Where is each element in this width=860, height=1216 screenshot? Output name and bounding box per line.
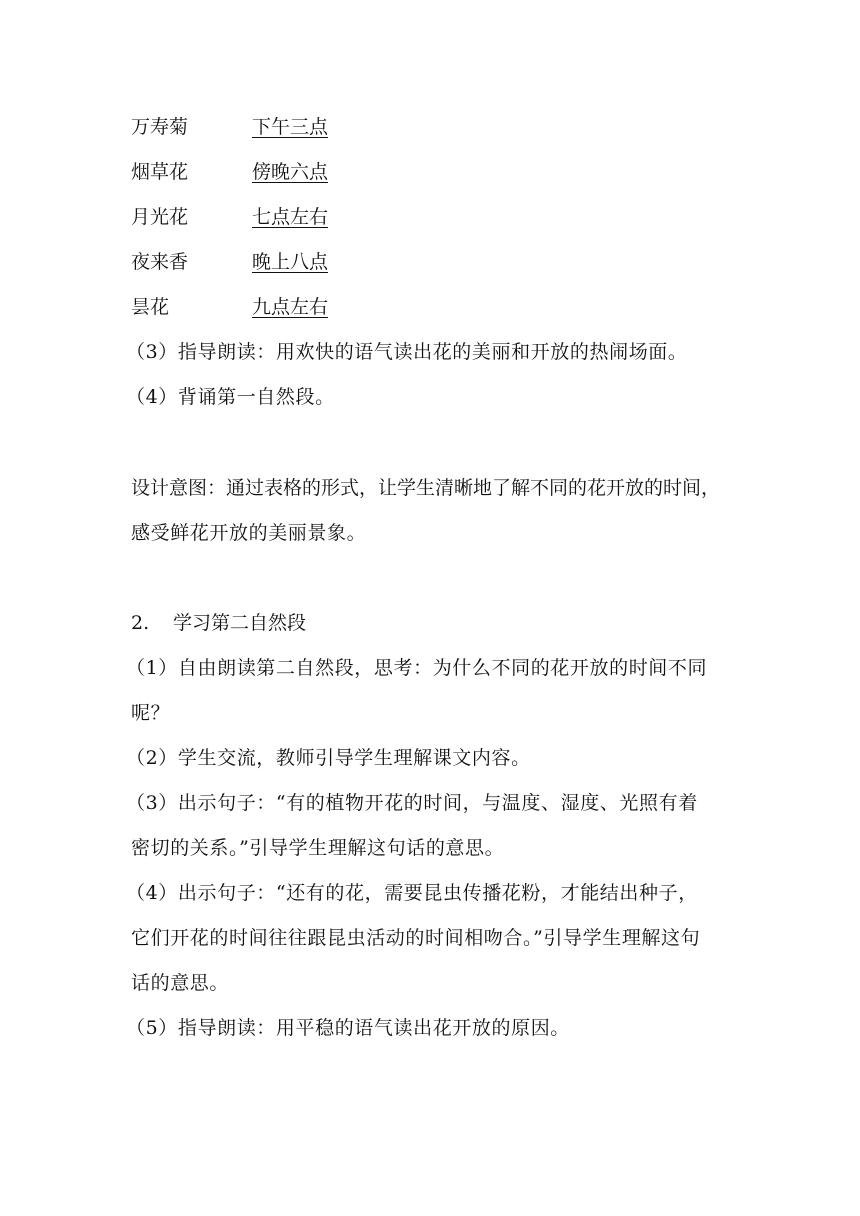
flower-time: 下午三点 xyxy=(252,116,329,138)
design-intent-line-1: 设计意图：通过表格的形式，让学生清晰地了解不同的花开放的时间， xyxy=(131,477,721,499)
flower-row xyxy=(131,115,328,139)
flower-row xyxy=(131,250,328,274)
flower-time: 九点左右 xyxy=(252,296,329,318)
design-intent-line-2: 感受鲜花开放的美丽景象。 xyxy=(131,522,367,544)
step-4-recite: （4）背诵第一自然段。 xyxy=(126,386,335,408)
step-1-line-2: 呢？ xyxy=(131,702,171,724)
step-4-line-1: （4）出示句子：“还有的花，需要昆虫传播花粉，才能结出种子， xyxy=(126,882,698,904)
flower-name: 昙花 xyxy=(131,296,170,318)
step-5: （5）指导朗读：用平稳的语气读出花开放的原因。 xyxy=(126,1017,570,1039)
flower-name: 夜来香 xyxy=(131,251,189,273)
section-title: 学习第二自然段 xyxy=(173,612,307,634)
flower-name: 月光花 xyxy=(131,206,189,228)
flower-name: 烟草花 xyxy=(131,161,189,183)
step-3-line-2: 密切的关系。”引导学生理解这句话的意思。 xyxy=(131,837,505,859)
flower-time: 傍晚六点 xyxy=(252,161,329,183)
step-1-line-1: （1）自由朗读第二自然段，思考：为什么不同的花开放的时间不同 xyxy=(126,657,708,679)
step-4-line-3: 话的意思。 xyxy=(131,972,230,994)
flower-row xyxy=(131,205,328,229)
step-3-reading-guide: （3）指导朗读：用欢快的语气读出花的美丽和开放的热闹场面。 xyxy=(126,341,688,363)
flower-row xyxy=(131,295,328,319)
flower-name: 万寿菊 xyxy=(131,116,189,138)
step-4-line-2: 它们开花的时间往往跟昆虫活动的时间相吻合。”引导学生理解这句 xyxy=(131,927,701,949)
flower-time: 晚上八点 xyxy=(252,251,329,273)
section-number: 2. xyxy=(131,612,150,634)
step-2: （2）学生交流，教师引导学生理解课文内容。 xyxy=(126,747,531,769)
flower-time: 七点左右 xyxy=(252,206,329,228)
flower-row xyxy=(131,160,328,184)
section-heading xyxy=(131,611,306,635)
step-3-line-1: （3）出示句子：“有的植物开花的时间，与温度、湿度、光照有着 xyxy=(126,792,698,814)
